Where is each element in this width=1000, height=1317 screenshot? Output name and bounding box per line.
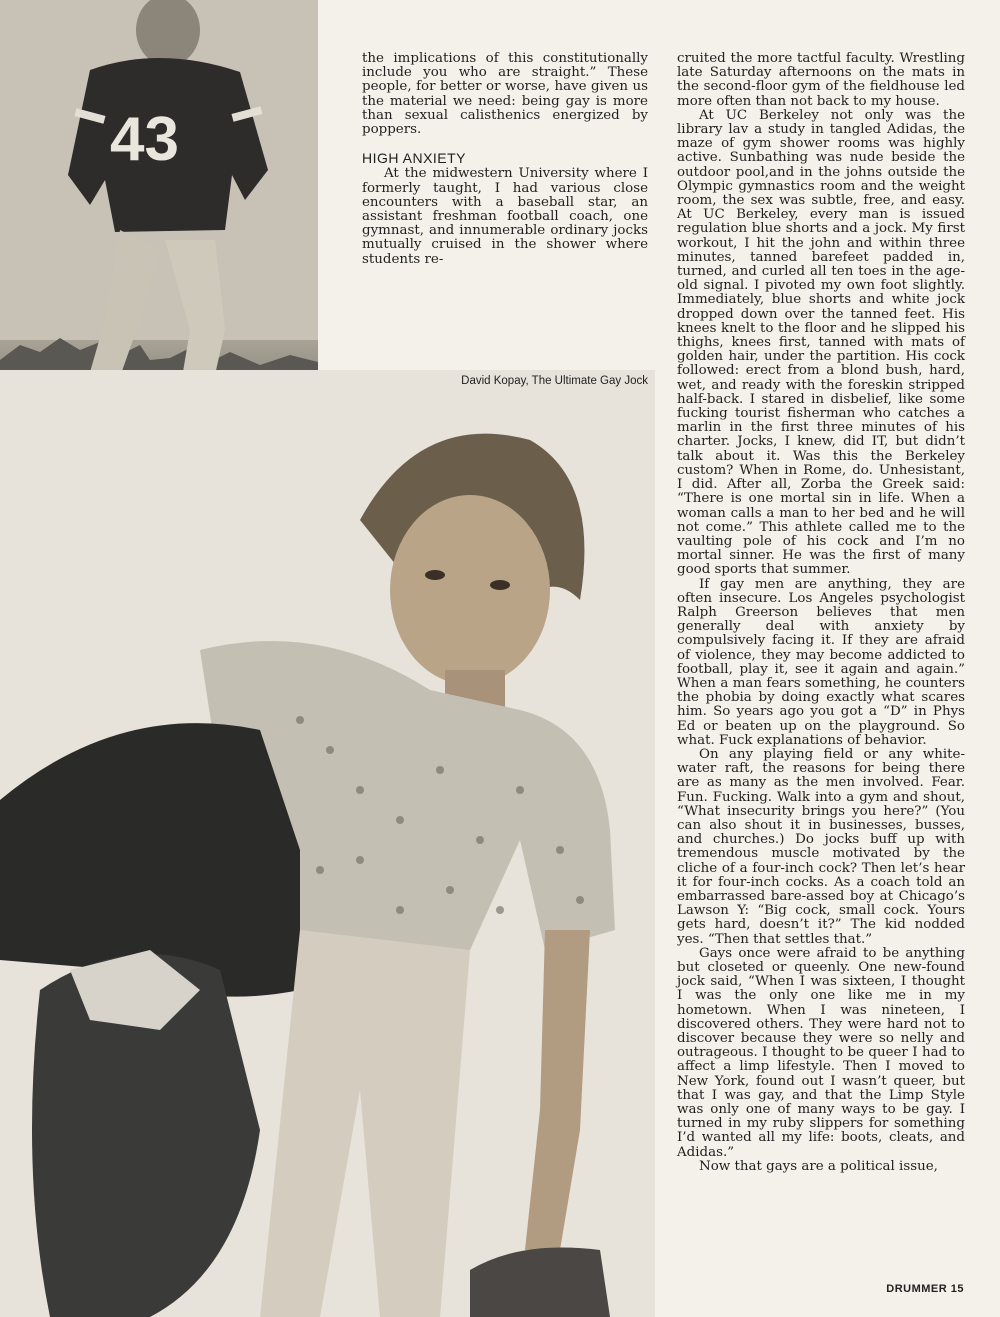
paragraph: Now that gays are a political issue, — [699, 1158, 938, 1174]
paragraph: If gay men are anything, they are often insecure. Los Angeles psychologist Ralph Greerson believes that men generally deal with anxiety by compulsively facing it. If they are afraid of violence, they may become addicted to football, play it, see it again and again.” When a man fears something, he counters the phobia by doing exactly what scares him. So years ago you got a “D” in Phys Ed or beaten up on the playground. So what. Fuck explanations of behavior. — [677, 576, 965, 748]
david-kopay-photo — [0, 370, 655, 1317]
middle-column — [362, 52, 648, 267]
photo-caption: David Kopay, The Ultimate Gay Jock — [461, 375, 648, 387]
page-folio: DRUMMER 15 — [886, 1283, 964, 1295]
paragraph: cruited the more tactful faculty. Wrestling late Saturday afternoons on the mats in the second-floor gym of the fieldhouse led more often than not back to my house. — [677, 51, 965, 109]
paragraph: the implications of this constitutionally include you who are straight.” These people, for better or worse, have given us the material we need: being gay is more than sexual calisthenics energized by poppers. — [362, 51, 648, 138]
paragraph: On any playing field or any white-water raft, the reasons for being there are as many as the men involved. Fear. Fun. Fucking. Walk into a gym and shout, “What insecurity brings you here?” (You can also shout it in businesses, busses, and churches.) Do jocks buff up with tremendous muscle motivated by the cliche of a four-inch cock? Then let’s hear it for four-inch cocks. As a coach told an embarrassed bare-assed boy at Chicago’s Lawson Y: “Big cock, small cock. Yours gets hard, doesn’t it?” The kid nodded yes. “Then that settles that.” — [677, 746, 965, 947]
paragraph: Gays once were afraid to be anything but closeted or queenly. One new-found jock said, “When I was sixteen, I thought I was the only one like me in my hometown. When I was nineteen, I discovered others. They were hard not to discover because they were so nelly and outrageous. I thought to be queer I had to affect a limp lifestyle. Then I moved to New York, found out I wasn’t queer, but that I was gay, and that the Limp Style was only one of many ways to be gay. I turned in my ruby slippers for something I’d wanted all my life: boots, cleats, and Adidas.” — [677, 945, 965, 1160]
paragraph: At the midwestern University where I formerly taught, I had various close encounters with a baseball star, an assistant freshman football coach, one gymnast, and innumerable ordinary jocks mutually cruised in the shower where students re- — [362, 166, 648, 267]
right-column — [677, 52, 965, 1174]
section-heading: HIGH ANXIETY — [362, 150, 467, 167]
paragraph: At UC Berkeley not only was the library lav a study in tangled Adidas, the maze of gym shower rooms was highly active. Sunbathing was nude beside the outdoor pool,and in the johns outside the Olympic gymnastics room and the weight room, the sex was subtle, free, and easy. At UC Berkeley, every man is issued regulation blue shorts and a jock. My first workout, I hit the john and within three minutes, tanned barefeet padded in, turned, and curled all ten toes in the age-old signal. I pivoted my own foot slightly. Immediately, blue shorts and white jock dropped down over the tanned feet. His knees knelt to the floor and he slipped his thighs, knees first, tanned with mats of golden hair, under the partition. His cock followed: erect from a blond bush, hard, wet, and ready with the foreskin stripped half-back. I stared in disbelief, like some fucking tourist fisherman who catches a marlin in the first three minutes of his charter. Jocks, I knew, did IT, but didn’t talk about it. Was this the Berkeley custom? When in Rome, do. Unhesistant, I did. After all, Zorba the Greek said: “There is one mortal sin in life. When a woman calls a man to her bed and he will not come.” This athlete called me to the vaulting pole of his cock and I’m no mortal sinner. He was the first of many good sports that summer. — [677, 107, 965, 578]
svg-text:43: 43 — [110, 105, 179, 174]
